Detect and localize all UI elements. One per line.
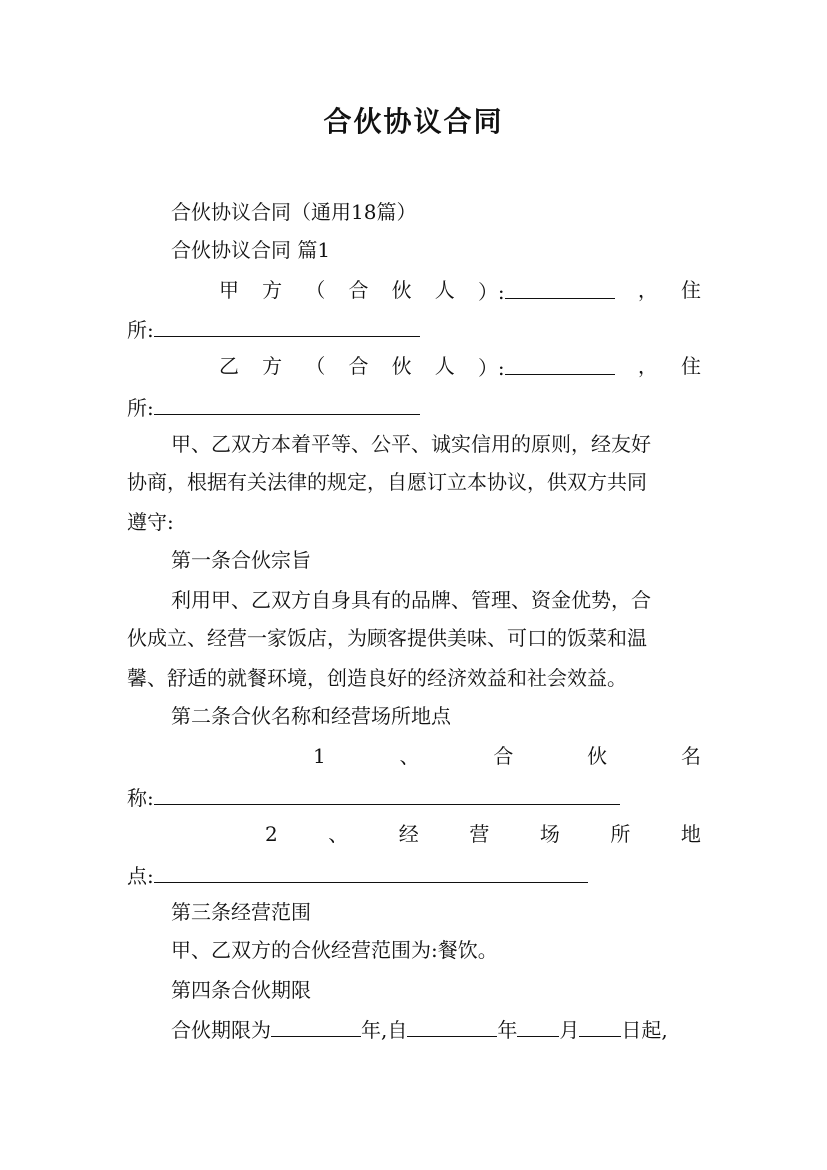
party-a-token: ， [637,278,658,302]
party-a-token: 住 [681,278,701,302]
term-text: 年,自 [361,1018,408,1042]
article-3-body: 甲、乙双方的合伙经营范围为:餐饮。 [171,938,498,962]
business-location-blank [154,860,588,883]
para1-line: 甲、乙双方本着平等、公平、诚实信用的原则，经友好 [171,432,651,456]
item-2-token: 地 [680,822,701,846]
term-text: 合伙期限为 [171,1018,271,1042]
article-4-title: 第四条合伙期限 [171,978,311,1002]
party-b-token: 乙 [219,354,239,378]
party-b-line [127,352,701,382]
party-b-address-blank [154,392,420,415]
term-years-blank [271,1014,361,1037]
article-4-body [171,1014,668,1044]
item-1-token: 、 [399,744,420,768]
item-2-token: 营 [469,822,490,846]
item-1-token: 名 [680,744,701,768]
party-b-address-line [127,392,420,422]
party-a-token: 方 [262,278,283,302]
article-1-line: 伙成立、经营一家饭店，为顾客提供美味、可口的饭菜和温 [127,626,647,650]
section-heading: 合伙协议合同 篇1 [171,238,331,262]
party-a-token: 甲 [219,278,239,302]
term-text: 日起, [621,1018,668,1042]
term-text: 月 [559,1018,580,1042]
item-1-token: 1 [313,744,326,768]
party-b-token: ）: [478,352,615,382]
party-a-token: ）: [478,276,615,306]
item-1-token: 伙 [587,744,608,768]
party-b-token: ， [637,354,658,378]
document-subtitle: 合伙协议合同（通用18篇） [171,200,417,224]
party-a-token: 人 [434,278,455,302]
party-b-address-label: 所: [127,396,154,420]
party-a-address-line [127,314,420,344]
article-2-item-2-cont [127,860,588,890]
item-2-token: 2 [265,822,278,846]
article-1-line: 利用甲、乙双方自身具有的品牌、管理、资金优势，合 [171,588,651,612]
party-b-name-blank [505,352,615,375]
party-a-name-blank [505,276,615,299]
item-2-label: 点: [127,864,154,888]
item-1-token: 合 [493,744,514,768]
item-2-token: 经 [398,822,419,846]
party-a-address-blank [154,314,420,337]
term-text: 年 [497,1018,518,1042]
start-month-blank [517,1014,559,1037]
start-year-blank [407,1014,497,1037]
party-a-token: （ [305,278,326,302]
party-b-token: 住 [681,354,701,378]
item-2-token: 、 [328,822,349,846]
party-a-token: 合 [348,278,369,302]
article-3-title: 第三条经营范围 [171,900,311,924]
article-2-item-1 [127,742,701,770]
item-1-label: 称: [127,786,154,810]
item-2-token: 所 [610,822,631,846]
party-a-line [127,276,701,306]
article-2-item-1-cont [127,782,620,812]
party-a-token: 伙 [391,278,412,302]
para1-line: 遵守: [127,510,174,534]
party-a-address-label: 所: [127,318,154,342]
article-1-title: 第一条合伙宗旨 [171,548,311,572]
para1-line: 协商，根据有关法律的规定，自愿订立本协议，供双方共同 [127,470,647,494]
start-day-blank [579,1014,621,1037]
party-b-token: 方 [262,354,283,378]
article-2-item-2 [127,820,701,848]
article-2-title: 第二条合伙名称和经营场所地点 [171,704,451,728]
article-1-line: 馨、舒适的就餐环境，创造良好的经济效益和社会效益。 [127,666,627,690]
party-b-token: 人 [434,354,455,378]
party-b-token: 伙 [391,354,412,378]
item-2-token: 场 [539,822,560,846]
party-b-token: 合 [348,354,369,378]
document-title: 合伙协议合同 [323,105,504,138]
party-b-token: （ [305,354,326,378]
partnership-name-blank [154,782,620,805]
